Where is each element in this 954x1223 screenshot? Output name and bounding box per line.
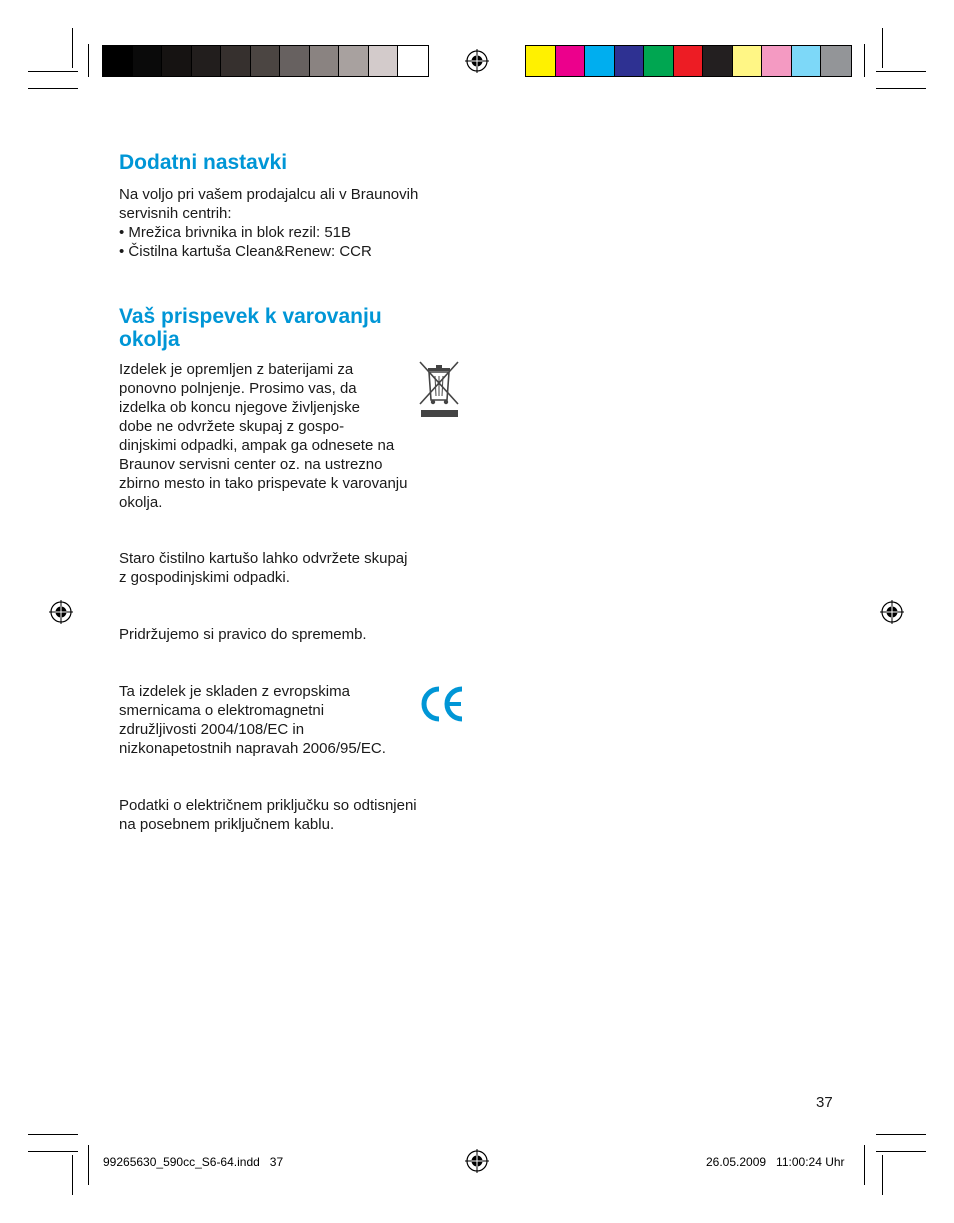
slug-datetime: 26.05.2009 11:00:24 Uhr <box>706 1155 845 1169</box>
crop-mark <box>88 1145 89 1185</box>
crop-mark <box>876 1151 926 1152</box>
text-line: na posebnem priključnem kablu. <box>119 816 335 833</box>
accessories-list <box>119 223 418 261</box>
color-swatch <box>615 46 645 76</box>
heading-line: okolja <box>119 328 180 351</box>
crop-mark <box>876 71 926 72</box>
crop-mark <box>876 88 926 89</box>
registration-mark-icon <box>465 49 489 73</box>
crop-mark <box>72 28 73 68</box>
text-line: Staro čistilno kartušo lahko odvržete skupaj <box>119 550 408 567</box>
text-line: okolja. <box>119 494 163 511</box>
section-heading-accessories: Dodatni nastavki <box>119 151 288 174</box>
color-swatch <box>821 46 851 76</box>
crop-mark <box>72 1155 73 1195</box>
color-swatch <box>762 46 792 76</box>
color-swatch <box>310 46 340 76</box>
color-swatch <box>703 46 733 76</box>
process-color-bar <box>525 45 852 77</box>
color-swatch <box>585 46 615 76</box>
ce-mark-icon <box>417 683 465 725</box>
color-swatch <box>398 46 428 76</box>
color-swatch <box>733 46 763 76</box>
color-swatch <box>556 46 586 76</box>
registration-mark-icon <box>49 600 73 624</box>
electrical-info-paragraph <box>119 796 417 834</box>
section-heading-environment <box>119 305 382 351</box>
crop-mark <box>864 1145 865 1185</box>
color-swatch <box>103 46 133 76</box>
ce-compliance-paragraph <box>119 682 386 758</box>
text-line: izdelka ob koncu njegove življenjske <box>119 399 360 416</box>
grayscale-color-bar <box>102 45 429 77</box>
accessories-intro <box>119 185 418 261</box>
text-line: z gospodinjskimi odpadki. <box>119 569 290 586</box>
color-swatch <box>674 46 704 76</box>
color-swatch <box>339 46 369 76</box>
registration-mark-icon <box>880 600 904 624</box>
text-line: smernicama o elektromagnetni <box>119 702 325 719</box>
environment-paragraph <box>119 360 407 512</box>
color-swatch <box>369 46 399 76</box>
color-swatch <box>792 46 822 76</box>
intro-line: servisnih centrih: <box>119 205 232 222</box>
list-item: • Mrežica brivnika in blok rezil: 51B <box>119 223 418 242</box>
rights-reserved-text: Pridržujemo si pravico do sprememb. <box>119 626 367 643</box>
text-line: dobe ne odvržete skupaj z gospo- <box>119 418 345 435</box>
registration-mark-icon <box>465 1149 489 1173</box>
text-line: Izdelek je opremljen z baterijami za <box>119 361 354 378</box>
crop-mark <box>28 1151 78 1152</box>
page-number: 37 <box>816 1094 833 1111</box>
cartridge-paragraph <box>119 549 407 587</box>
crop-mark <box>882 28 883 68</box>
crop-mark <box>28 71 78 72</box>
color-swatch <box>221 46 251 76</box>
crop-mark <box>88 44 89 77</box>
color-swatch <box>280 46 310 76</box>
intro-line: Na voljo pri vašem prodajalcu ali v Braunovih <box>119 186 419 203</box>
list-item: • Čistilna kartuša Clean&Renew: CCR <box>119 242 418 261</box>
crop-mark <box>876 1134 926 1135</box>
color-swatch <box>133 46 163 76</box>
text-line: Podatki o električnem priključku so odtisnjeni <box>119 797 417 814</box>
crossed-out-wheelie-bin-icon <box>417 360 461 420</box>
text-line: ponovno polnjenje. Prosimo vas, da <box>119 380 357 397</box>
text-line: nizkonapetostnih napravah 2006/95/EC. <box>119 740 386 757</box>
text-line: zbirno mesto in tako prispevate k varovanju <box>119 475 408 492</box>
crop-mark <box>864 44 865 77</box>
crop-mark <box>28 1134 78 1135</box>
crop-mark <box>28 88 78 89</box>
text-line: Braunov servisni center oz. na ustrezno <box>119 456 383 473</box>
color-swatch <box>192 46 222 76</box>
color-swatch <box>526 46 556 76</box>
color-swatch <box>644 46 674 76</box>
slug-filename: 99265630_590cc_S6-64.indd 37 <box>103 1155 284 1169</box>
text-line: Ta izdelek je skladen z evropskima <box>119 683 350 700</box>
text-line: dinjskimi odpadki, ampak ga odnesete na <box>119 437 395 454</box>
color-swatch <box>162 46 192 76</box>
color-swatch <box>251 46 281 76</box>
text-line: združljivosti 2004/108/EC in <box>119 721 305 738</box>
heading-line: Vaš prispevek k varovanju <box>119 305 382 328</box>
crop-mark <box>882 1155 883 1195</box>
